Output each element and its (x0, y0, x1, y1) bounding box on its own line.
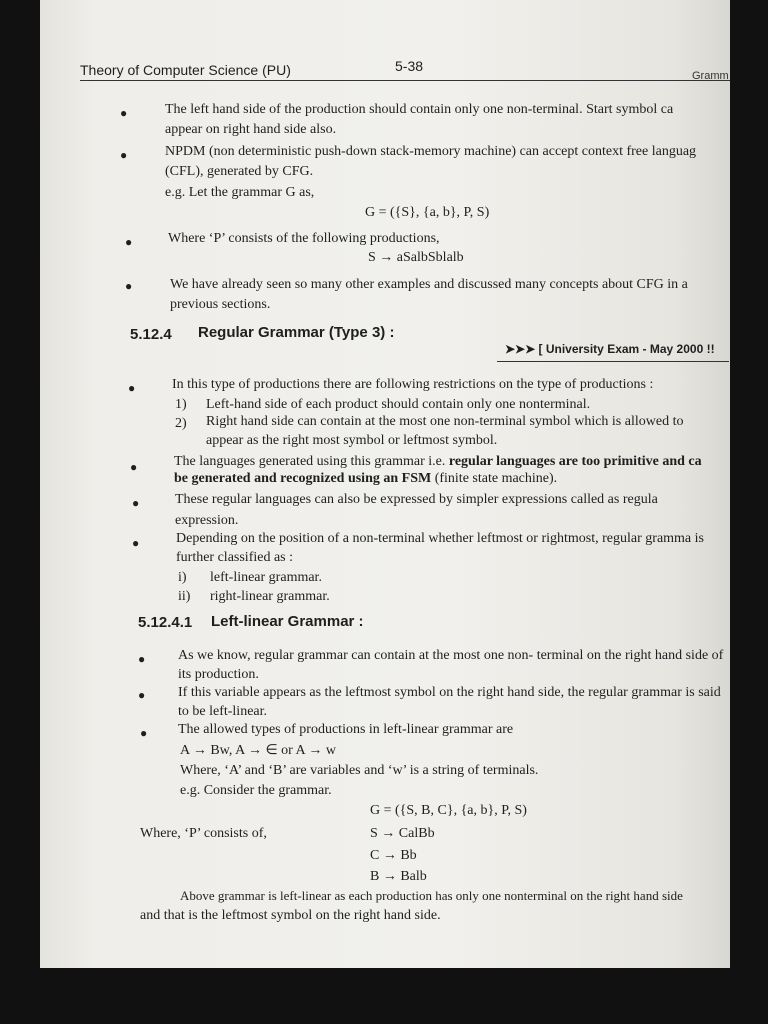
grammar-definition: G = ({S}, {a, b}, P, S) (365, 205, 490, 220)
page-number: 5-38 (395, 58, 424, 74)
bullet: ● (130, 460, 138, 474)
text-line: We have already seen so many other examples and discussed many concepts about CFG in a (170, 277, 688, 292)
text-line: Where ‘P’ consists of the following productions, (168, 231, 440, 246)
production: C → Bb (370, 848, 417, 863)
bullet: ● (128, 381, 136, 395)
page-header (80, 58, 730, 82)
exam-tag: ➤➤➤ [ University Exam - May 2000 !! (505, 342, 715, 356)
bullet: ● (125, 235, 133, 249)
text-line: Where, ‘A’ and ‘B’ are variables and ‘w’ is a string of terminals. (180, 763, 539, 778)
bullet: ● (138, 652, 146, 666)
text-line: appear on right hand side also. (165, 122, 337, 137)
text-line: to be left-linear. (178, 704, 268, 719)
section-title: Regular Grammar (Type 3) : (198, 324, 395, 341)
text-line: The left hand side of the production should contain only one non-terminal. Start symbol ca (165, 102, 674, 117)
text-line: Left-hand side of each product should contain only one nonterminal. (206, 397, 591, 412)
bullet: ● (132, 496, 140, 510)
section-number: 5.12.4 (130, 326, 172, 343)
text-line: its production. (178, 667, 259, 682)
text-line: In this type of productions there are following restrictions on the type of productions : (172, 377, 654, 392)
production-types: A → Bw, A → ∈ or A → w (180, 743, 336, 758)
subsection-number: 5.12.4.1 (138, 614, 193, 631)
text-line: If this variable appears as the leftmost symbol on the right hand side, the regular grammar is said (178, 685, 721, 700)
grammar-definition: G = ({S, B, C}, {a, b}, P, S) (370, 803, 527, 818)
list-number: i) (178, 570, 187, 585)
list-number: 2) (175, 416, 187, 431)
bullet: ● (138, 688, 146, 702)
text-line: expression. (175, 513, 239, 528)
text-line: Right hand side can contain at the most one non-terminal symbol which is allowed to (206, 414, 684, 429)
text-line: NPDM (non deterministic push-down stack-memory machine) can accept context free languag (165, 144, 697, 159)
text-line: right-linear grammar. (210, 589, 330, 604)
text-line: Where, ‘P’ consists of, (140, 826, 267, 841)
production: S → aSalbSblalb (368, 250, 464, 265)
text-line: previous sections. (170, 297, 271, 312)
divider (497, 361, 729, 362)
text-line: (CFL), generated by CFG. (165, 164, 314, 179)
bullet: ● (125, 279, 133, 293)
production: B → Balb (370, 869, 427, 884)
text-line: and that is the leftmost symbol on the right hand side. (140, 908, 441, 923)
text-line: Depending on the position of a non-terminal whether leftmost or rightmost, regular gramma is (176, 531, 704, 546)
bullet: ● (140, 726, 148, 740)
bullet: ● (120, 148, 128, 162)
chapter-label: Gramm (692, 70, 729, 82)
book-title: Theory of Computer Science (PU) (80, 62, 291, 78)
text-line: left-linear grammar. (210, 570, 322, 585)
list-number: 1) (175, 397, 187, 412)
text-line: appear as the right most symbol or leftmost symbol. (206, 433, 498, 448)
production: S → CalBb (370, 826, 435, 841)
text-line: These regular languages can also be expressed by simpler expressions called as regula (175, 492, 658, 507)
text-line: be generated and recognized using an FSM (finite state machine). (174, 471, 558, 486)
text-line: e.g. Let the grammar G as, (165, 185, 315, 200)
list-number: ii) (178, 589, 191, 604)
text-line: further classified as : (176, 550, 294, 565)
text-line: As we know, regular grammar can contain at the most one non- terminal on the right hand side of (178, 648, 724, 663)
text-line: The languages generated using this grammar i.e. regular languages are too primitive and ca (174, 454, 702, 469)
subsection-title: Left-linear Grammar : (211, 613, 364, 630)
bullet: ● (132, 536, 140, 550)
text-line: The allowed types of productions in left-linear grammar are (178, 722, 514, 737)
text-line: Above grammar is left-linear as each production has only one nonterminal on the right hand side (180, 888, 683, 903)
text-line: e.g. Consider the grammar. (180, 783, 332, 798)
bullet: ● (120, 106, 128, 120)
